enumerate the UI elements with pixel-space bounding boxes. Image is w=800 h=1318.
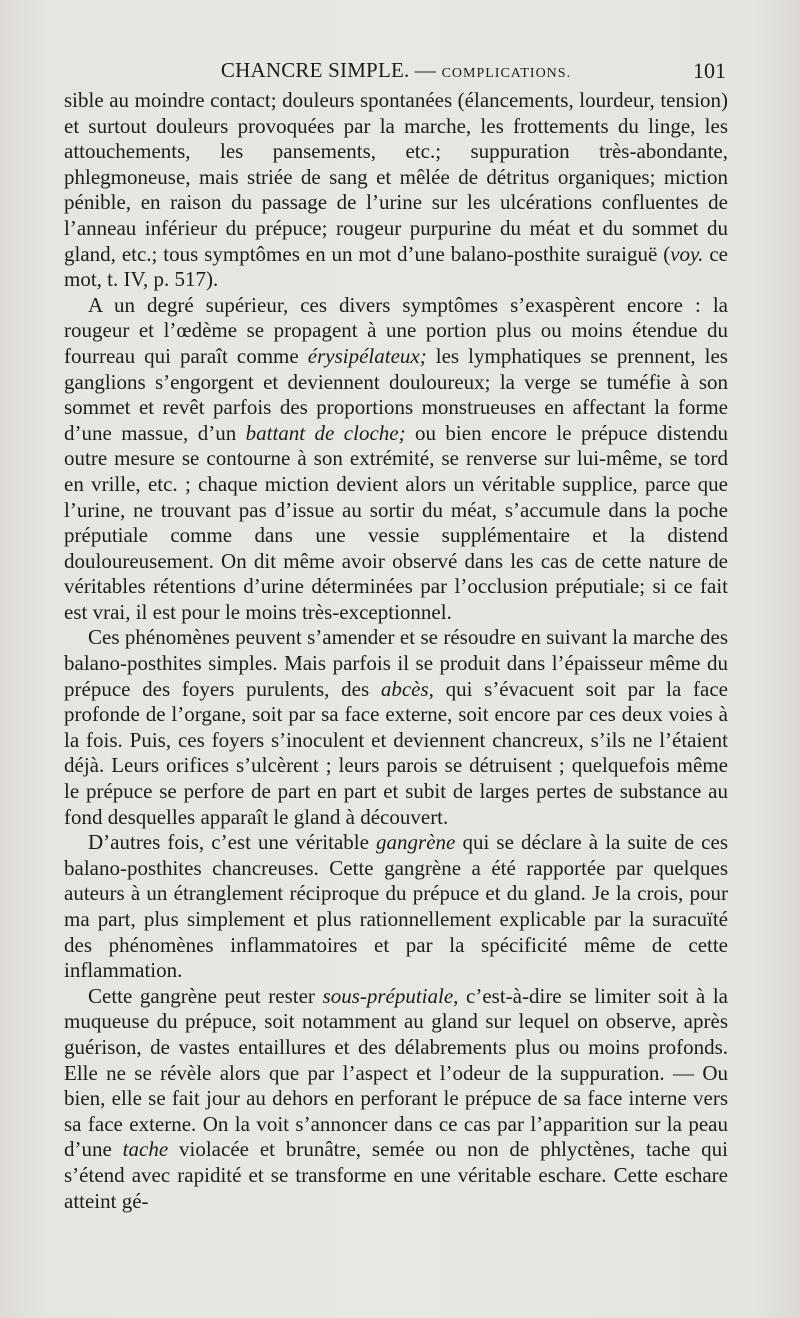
italic-term: battant de cloche; (245, 420, 406, 445)
text-run: Cette gangrène peut rester (88, 983, 323, 1008)
text-run: c’est-à-dire se limiter soit à la muqueuse du prépuce, soit notamment au gland sur lequel on observe, après guérison, de vastes entaillures et des délabrements plus ou moins profonds. Elle ne se révèle alors que par l’aspect et l’odeur de la suppuration. — Ou bien, elle se fait jour au dehors en perforant le prépuce de sa face interne vers sa face externe. On la voit s’annoncer dans ce cas par l’apparition sur la peau d’une (64, 983, 728, 1162)
text-run: D’autres fois, c’est une véritable (88, 830, 377, 855)
running-title: CHANCRE SIMPLE. (220, 58, 410, 82)
italic-term: voy. (670, 241, 704, 266)
text-run: ou bien encore le prépuce distendu outre mesure se contourne à son extrémité, se renverse sur lui-même, se tord en vrille, etc. ; chaque miction devient alors un véritable supplice, parce que l’urine, ne trouvant pas d’issue au sortir du méat, s’accumule dans la poche préputiale comme dans une vessie supplémentaire et la distend douloureusement. On dit même avoir observé dans les cas de cette nature de véritables rétentions d’urine déterminées par l’occlusion préputiale; si ce fait est vrai, il est pour le moins très-exceptionnel. (64, 420, 728, 624)
text-run: violacée et brunâtre, semée ou non de phlyctènes, tache qui s’étend avec rapidité et se transforme en une véritable eschare. Cette eschare atteint gé- (64, 1137, 728, 1213)
paragraph (64, 88, 728, 293)
page-number: 101 (693, 58, 726, 83)
paragraph (64, 293, 728, 626)
paragraph (64, 625, 728, 830)
text-run: qui se déclare à la suite de ces balano-posthites chancreuses. Cette gangrène a été rapportée par quelques auteurs à un étranglement réciproque du prépuce et du gland. Je la crois, pour ma part, plus simplement et plus rationnellement explicable par la suracuïté des phénomènes inflammatoires et par la spécificité même de cette inflammation. (64, 830, 728, 983)
body-text (64, 88, 728, 1214)
text-run: A un degré supérieur, ces divers symptômes s’exaspèrent encore : la rougeur et l’œdème se propagent à une portion plus ou moins étendue du fourreau qui paraît comme (64, 292, 728, 368)
text-run: qui s’évacuent soit par la face profonde de l’organe, soit par sa face externe, soit encore par ces deux voies à la fois. Puis, ces foyers s’inoculent et deviennent chancreux, s’ils ne l’étaient déjà. Leurs orifices s’ulcèrent ; leurs parois se détruisent ; quelquefois même le prépuce se perfore de part en part et subit de larges pertes de substance au fond desquelles apparaît le gland à découvert. (64, 676, 728, 829)
paragraph (64, 830, 728, 984)
italic-term: érysipélateux; (307, 343, 427, 368)
running-header (64, 54, 728, 88)
italic-term: abcès, (380, 676, 434, 701)
italic-term: tache (122, 1137, 169, 1162)
italic-term: gangrène (376, 830, 456, 855)
header-dash: — (414, 58, 437, 82)
italic-term: sous-préputiale, (322, 983, 459, 1008)
text-run: les lymphatiques se prennent, les ganglions s’engorgent et deviennent douloureux; la verge se tuméfie à son sommet et revêt parfois des proportions monstrueuses en affectant la forme d’une massue, d’un (64, 343, 728, 445)
section-title: COMPLICATIONS. (441, 66, 572, 81)
text-run: Ces phénomènes peuvent s’amender et se résoudre en suivant la marche des balano-posthites simples. Mais parfois il se produit dans l’épaisseur même du prépuce des foyers purulents, des (64, 625, 728, 701)
text-run: ce mot, t. IV, p. 517). (64, 241, 728, 292)
text-run: sible au moindre contact; douleurs spontanées (élancements, lourdeur, tension) et surtout douleurs provoquées par la marche, les frottements du linge, les attouchements, les pansements, etc.; suppuration très-abondante, phlegmoneuse, mais striée de sang et mêlée de détritus organiques; miction pénible, en raison du passage de l’urine sur les ulcérations confluentes de l’anneau inférieur du prépuce; rougeur purpurine du méat et du sommet du gland, etc.; tous symptômes en un mot d’une balano-posthite suraiguë ( (64, 88, 728, 266)
running-title-line (64, 58, 728, 83)
paragraph (64, 984, 728, 1214)
